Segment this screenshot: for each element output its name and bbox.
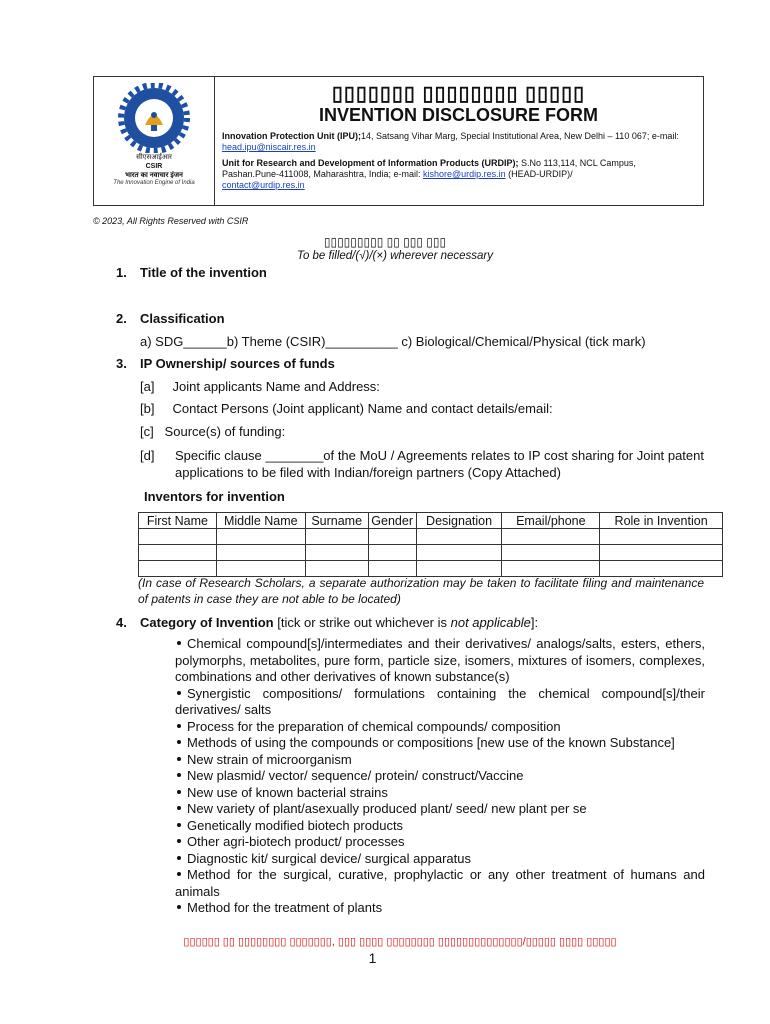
table-cell[interactable] [139, 561, 217, 577]
bullet-icon [177, 641, 181, 645]
category-label: New use of known bacterial strains [187, 784, 388, 800]
ipu-address-text: 14, Satsang Vihar Marg, Special Institutional Area, New Delhi – 110 067; e-mail: [361, 131, 679, 141]
col-role: Role in Invention [600, 513, 723, 529]
category-instruction-end: ]: [530, 615, 539, 630]
hindi-title: ▯▯▯▯▯▯▯ ▯▯▯▯▯▯▯▯ ▯▯▯▯▯ [331, 83, 586, 105]
joint-applicants-line: [a] Joint applicants Name and Address: [140, 379, 380, 394]
section-title: IP Ownership/ sources of funds [140, 356, 335, 371]
urdip-label: Unit for Research and Development of Information Products (URDIP); [222, 158, 519, 168]
table-row [139, 529, 723, 545]
inventors-title: Inventors for invention [144, 489, 285, 504]
col-email-phone: Email/phone [502, 513, 600, 529]
table-cell[interactable] [368, 529, 416, 545]
col-middle-name: Middle Name [216, 513, 305, 529]
header-box [93, 76, 704, 206]
section-title [140, 615, 538, 630]
list-item[interactable] [175, 719, 705, 736]
table-cell[interactable] [216, 545, 305, 561]
table-cell[interactable] [502, 561, 600, 577]
category-label: Diagnostic kit/ surgical device/ surgical apparatus [187, 850, 471, 866]
urdip-address [222, 158, 695, 191]
funding-source-line: [c] Source(s) of funding: [140, 424, 286, 439]
clause-tag: [d] [140, 448, 155, 463]
table-cell[interactable] [416, 529, 502, 545]
section-number: 3. [116, 356, 127, 371]
list-item[interactable] [175, 636, 705, 686]
header-info [215, 77, 703, 205]
table-cell[interactable] [416, 545, 502, 561]
list-item[interactable] [175, 686, 705, 719]
col-surname: Surname [305, 513, 368, 529]
table-cell[interactable] [305, 545, 368, 561]
inventors-table [138, 512, 723, 577]
section-title: Title of the invention [140, 265, 267, 280]
col-first-name: First Name [139, 513, 217, 529]
category-label: New variety of plant/asexually produced plant/ seed/ new plant per se [187, 801, 587, 816]
list-item[interactable] [175, 735, 705, 752]
list-item[interactable] [175, 834, 705, 851]
bullet-icon [177, 691, 181, 695]
table-cell[interactable] [416, 561, 502, 577]
category-label: Method for the treatment of plants [187, 900, 383, 915]
list-item[interactable] [175, 900, 705, 917]
section-number: 1. [116, 265, 127, 280]
bullet-icon [177, 773, 181, 777]
table-cell[interactable] [502, 545, 600, 561]
table-cell[interactable] [305, 561, 368, 577]
category-instruction: [tick or strike out whichever is [273, 615, 451, 630]
category-not-applicable: not applicable [450, 615, 531, 630]
list-item[interactable] [175, 801, 705, 818]
category-label: Synergistic compositions/ formulations containing the chemical compound[s]/their derivatives/ salts [175, 685, 705, 717]
category-label: Chemical compound[s]/intermediates and their derivatives/ analogs/salts, esters, ethers, polymorphs, metabolites, pure form, particle size, isomers, mixtures of isomers, complexes, combinations and other derivatives of known substance(s) [175, 636, 705, 684]
table-cell[interactable] [600, 561, 723, 577]
logo-tag-hindi: भारत का नवाचार इंजन [125, 172, 183, 179]
clause-text: Specific clause ________of the MoU / Agreements relates to IP cost sharing for Joint patent applications to be filed with Indian/foreign partners (Copy Attached) [175, 448, 704, 480]
bullet-icon [177, 740, 181, 744]
section-number: 4. [116, 615, 127, 630]
category-label: Genetically modified biotech products [187, 817, 404, 833]
bullet-icon [177, 872, 181, 876]
urdip-contact-link[interactable]: contact@urdip.res.in [222, 180, 305, 190]
category-label: New plasmid/ vector/ sequence/ protein/ construct/Vaccine [187, 768, 524, 783]
category-label: Method for the surgical, curative, prophylactic or any other treatment of humans and animals [175, 867, 705, 899]
table-cell[interactable] [139, 529, 217, 545]
page-number: 1 [368, 950, 377, 966]
section-title: Classification [140, 311, 225, 326]
ipu-email-link[interactable]: head.ipu@niscair.res.in [222, 142, 316, 152]
urdip-email-link[interactable]: kishore@urdip.res.in [422, 169, 506, 179]
hindi-subtitle: ▯▯▯▯▯▯▯▯▯ ▯▯ ▯▯▯ ▯▯▯ [323, 235, 447, 249]
list-item[interactable] [175, 867, 705, 900]
logo-name-hindi: सीएसआईआर [136, 154, 172, 161]
footer-confidential: ▯▯▯▯▯▯ ▯▯ ▯▯▯▯▯▯▯▯ ▯▯▯▯▯▯▯, ▯▯▯ ▯▯▯▯ ▯▯▯▯▯▯▯▯ ▯▯▯▯▯▯▯▯▯▯▯▯▯▯/▯▯▯▯▯ ▯▯▯▯ ▯▯▯▯▯ [183, 936, 617, 948]
bullet-icon [177, 823, 181, 827]
table-cell[interactable] [368, 561, 416, 577]
section-number: 2. [116, 311, 127, 326]
category-list [175, 636, 705, 917]
form-title: INVENTION DISCLOSURE FORM [318, 105, 598, 125]
ipu-address [222, 131, 695, 153]
table-cell[interactable] [600, 529, 723, 545]
bullet-icon [177, 724, 181, 728]
csir-gear-icon [111, 83, 197, 153]
col-designation: Designation [416, 513, 502, 529]
bullet-icon [177, 856, 181, 860]
category-label: Process for the preparation of chemical compounds/ composition [187, 718, 561, 734]
logo-tagline: The Innovation Engine of India [113, 180, 195, 186]
fill-instructions: To be filled/(√)/(×) wherever necessary [296, 250, 494, 262]
research-scholar-note: (In case of Research Scholars, a separate authorization may be taken to facilitate filing and maintenance of patents in case they are not able to be located) [138, 576, 704, 606]
col-gender: Gender [368, 513, 416, 529]
bullet-icon [177, 790, 181, 794]
table-row [139, 545, 723, 561]
table-row [139, 561, 723, 577]
classification-line: a) SDG______b) Theme (CSIR)__________ c) Biological/Chemical/Physical (tick mark) [140, 334, 646, 349]
bullet-icon [177, 839, 181, 843]
csir-logo [94, 77, 215, 205]
list-item[interactable] [175, 851, 705, 868]
category-label: Other agri-biotech product/ processes [187, 834, 405, 849]
bullet-icon [177, 757, 181, 761]
urdip-address-text: S.No 113,114, NCL Campus, Pashan.Pune-411008, Maharashtra, India; e-mail: [222, 158, 636, 179]
table-cell[interactable] [305, 529, 368, 545]
bullet-icon [177, 806, 181, 810]
contact-persons-line: [b] Contact Persons (Joint applicant) Name and contact details/email: [140, 401, 553, 416]
urdip-role: (HEAD-URDIP)/ [505, 169, 573, 179]
table-cell[interactable] [216, 561, 305, 577]
table-cell[interactable] [368, 545, 416, 561]
copyright: © 2023, All Rights Reserved with CSIR [93, 216, 249, 226]
ipu-label: Innovation Protection Unit (IPU); [222, 131, 361, 141]
list-item[interactable] [175, 768, 705, 785]
table-cell[interactable] [139, 545, 217, 561]
list-item[interactable] [175, 752, 705, 769]
category-label: Methods of using the compounds or compositions [new use of the known Substance] [187, 735, 675, 750]
table-cell[interactable] [502, 529, 600, 545]
table-cell[interactable] [216, 529, 305, 545]
category-title: Category of Invention [140, 615, 274, 630]
logo-name: CSIR [145, 163, 163, 170]
bullet-icon [177, 905, 181, 909]
category-label: New strain of microorganism [187, 751, 352, 767]
table-header-row [139, 513, 723, 529]
list-item[interactable] [175, 818, 705, 835]
table-cell[interactable] [600, 545, 723, 561]
list-item[interactable] [175, 785, 705, 802]
